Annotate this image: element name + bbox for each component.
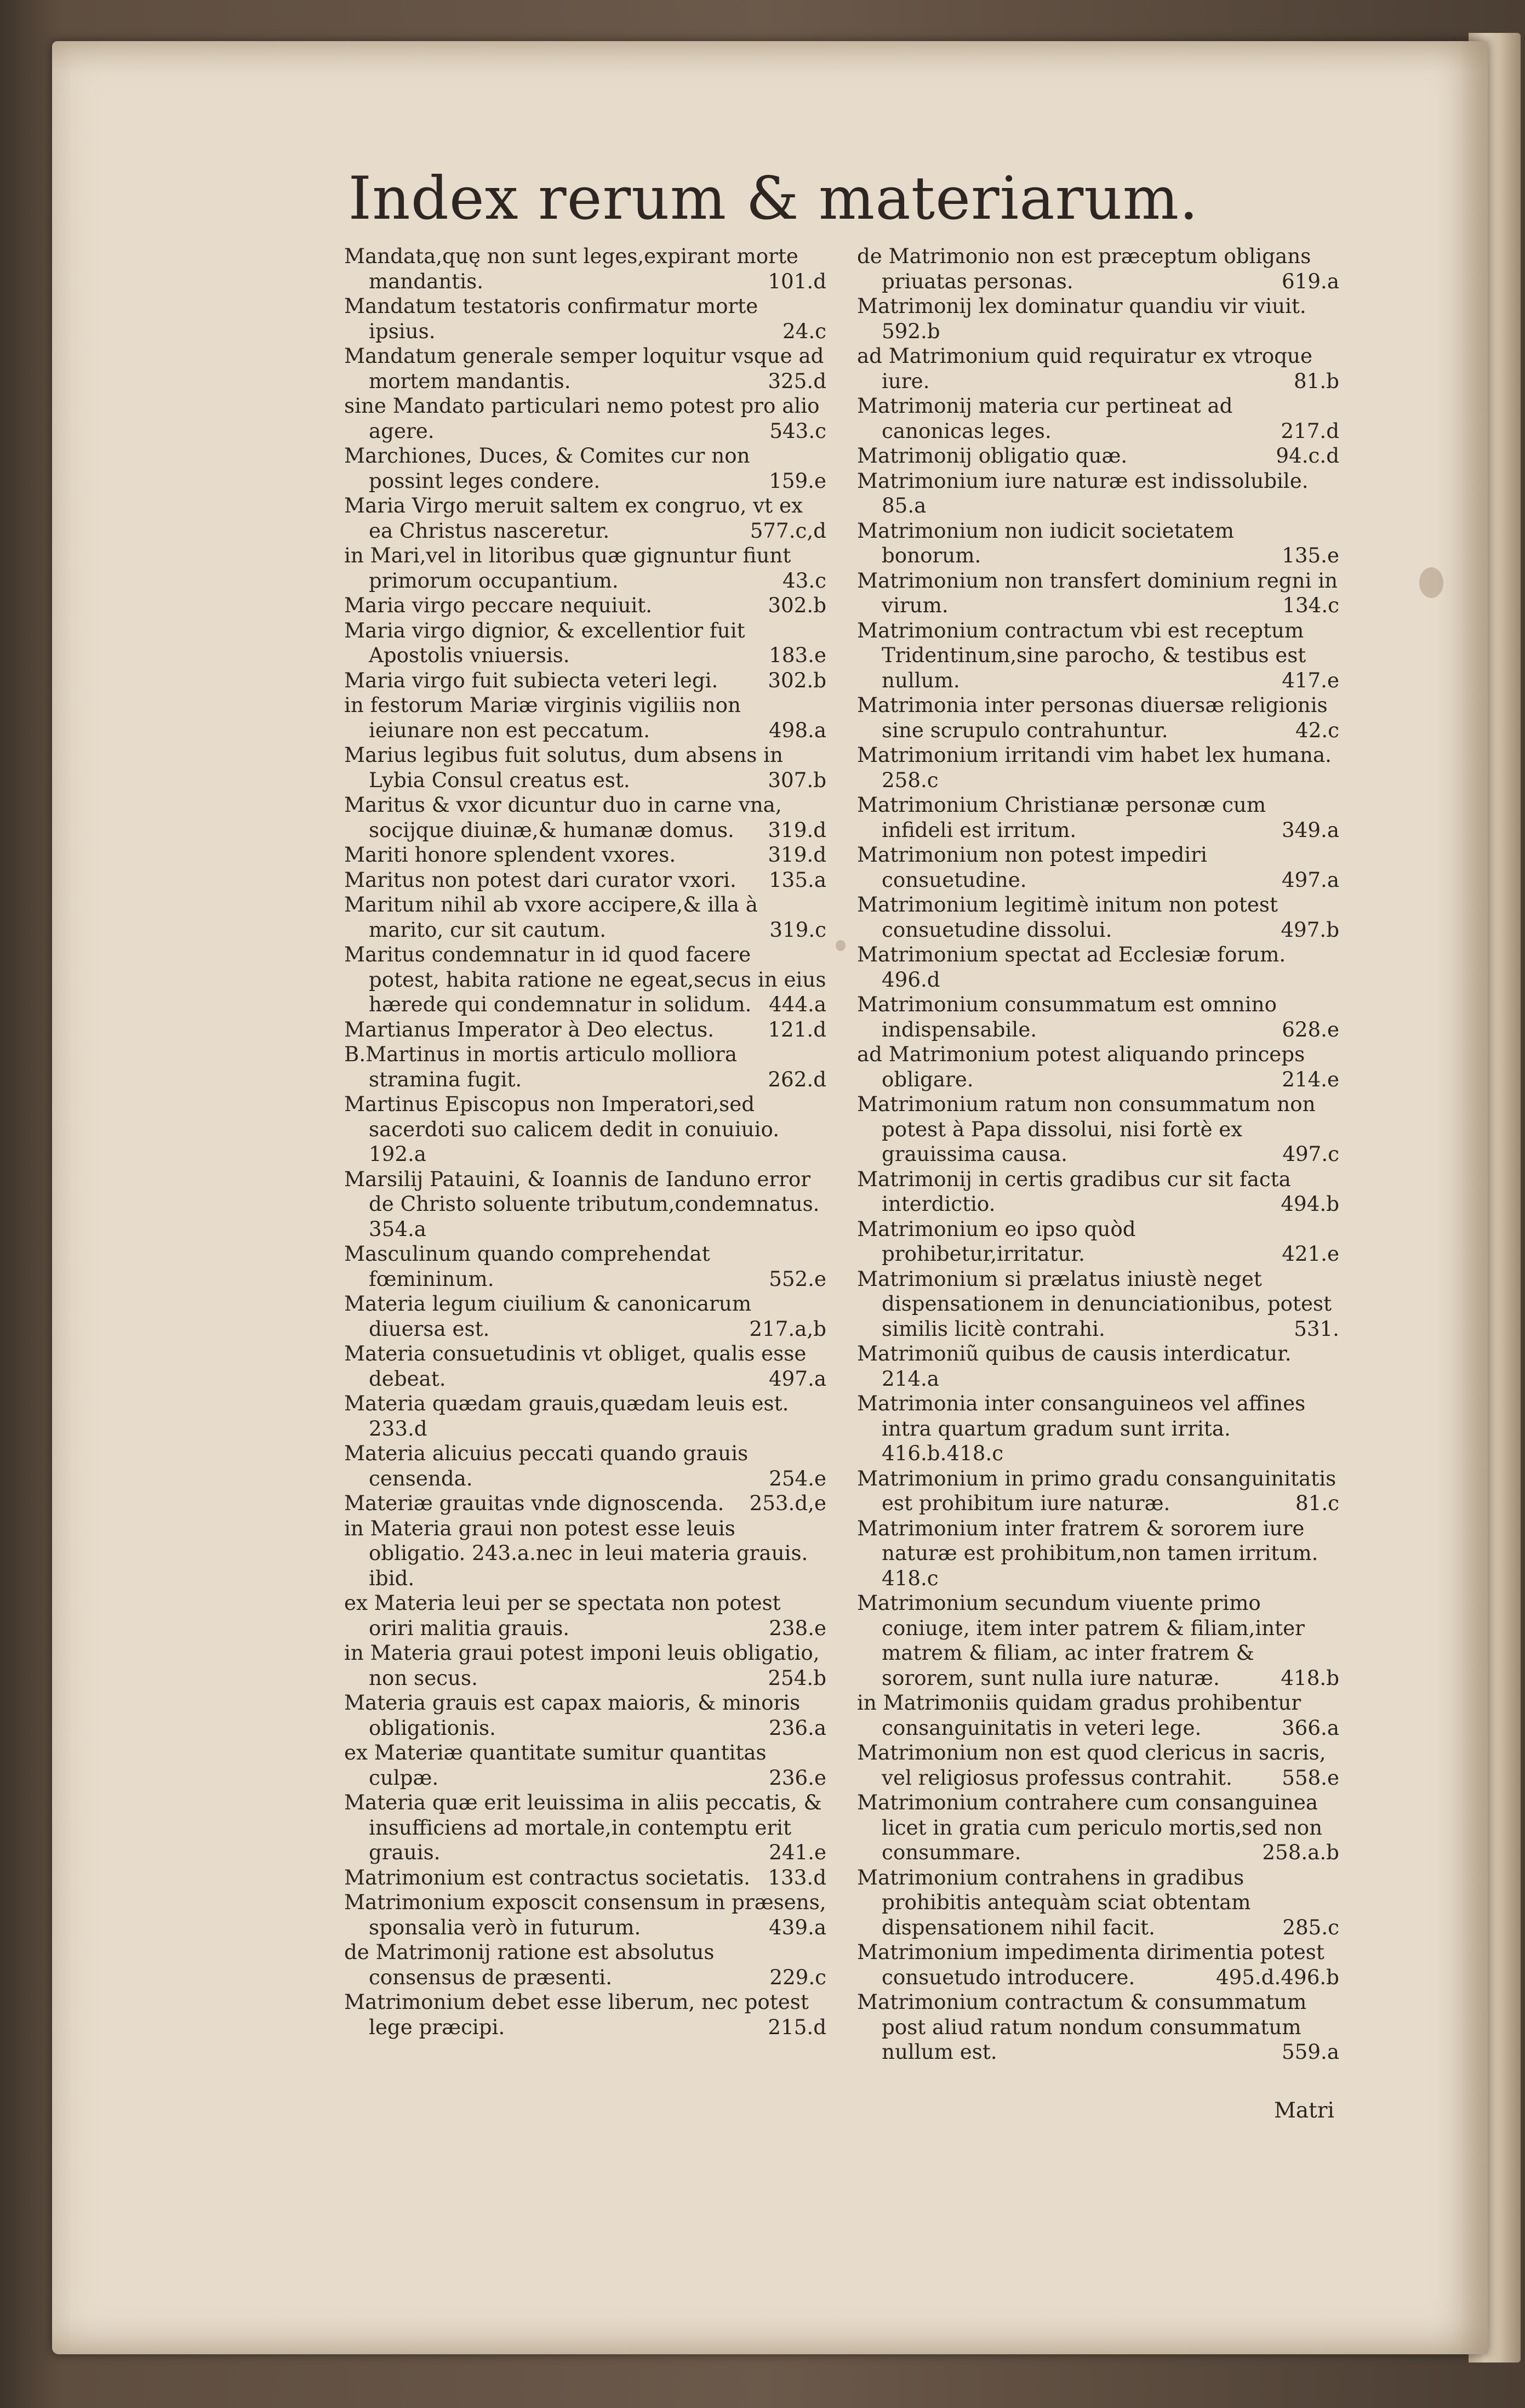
index-entry-reference: 236.a <box>769 1715 826 1740</box>
index-entry <box>857 892 1339 942</box>
index-entry-text: Marchiones, Duces, & Comites cur non possint leges condere. <box>344 443 750 493</box>
index-entry-text: Marius legibus fuit solutus, dum absens in Lybia Consul creatus est. <box>344 743 783 792</box>
index-entry-reference: 497.b <box>1281 917 1339 942</box>
index-entry <box>344 1690 826 1740</box>
index-entry-reference: 418.b <box>1281 1665 1339 1690</box>
index-entry-text: Matrimonium est contractus societatis. <box>344 1865 750 1889</box>
index-entry <box>857 842 1339 892</box>
index-entry <box>857 1865 1339 1940</box>
index-entry-reference: 258.c <box>882 767 939 792</box>
index-entry-reference: 81.b <box>1294 368 1339 393</box>
index-entry <box>344 1940 826 1990</box>
index-entry <box>344 1042 826 1092</box>
index-entry <box>857 443 1339 469</box>
index-entry-text: Matrimonium secundum viuente primo coniuge, item inter patrem & filiam,inter matrem & filiam, ac inter fratrem & sororem, sunt nulla iure naturæ. <box>857 1591 1305 1690</box>
index-entry-text: Matrimonium contrahens in gradibus prohibitis antequàm sciat obtentam dispensationem nihil facit. <box>857 1865 1251 1939</box>
index-entry-reference: 552.e <box>769 1266 826 1291</box>
index-entry-reference: 135.e <box>1282 543 1339 567</box>
index-entry-reference: 258.a.b <box>1262 1840 1339 1864</box>
index-entry-reference: 439.a <box>769 1915 826 1939</box>
index-entry <box>344 593 826 618</box>
index-entry-text: Maritum nihil ab vxore accipere,& illa à marito, cur sit cautum. <box>344 892 758 942</box>
index-column-left <box>344 244 826 2040</box>
index-entry-text: Matrimonium contrahere cum consanguinea licet in gratia cum periculo mortis,sed non consummare. <box>857 1790 1323 1864</box>
index-entry-reference: 354.a <box>369 1216 426 1241</box>
index-entry-reference: 319.c <box>769 917 826 942</box>
index-entry <box>857 1690 1339 1740</box>
index-entry-text: Matrimonium legitimè initum non potest consuetudine dissolui. <box>857 892 1278 942</box>
index-entry-text: Matrimonium in primo gradu consanguinitatis est prohibitum iure naturæ. <box>857 1466 1336 1515</box>
index-entry <box>857 568 1339 618</box>
index-entry-reference: 498.a <box>769 718 826 742</box>
index-entry <box>857 1940 1339 1990</box>
index-entry-reference: 192.a <box>369 1142 426 1166</box>
index-entry-reference: 133.d <box>768 1865 826 1889</box>
index-entry <box>857 519 1339 568</box>
index-entry-reference: 236.e <box>769 1765 826 1790</box>
index-entry-text: Maria virgo peccare nequiuit. <box>344 593 653 617</box>
index-entry-reference: 421.e <box>1282 1242 1339 1266</box>
index-entry-reference: 262.d <box>768 1067 826 1091</box>
index-entry <box>344 842 826 868</box>
index-entry-reference: 229.c <box>769 1965 826 1989</box>
index-entry-text: Materia grauis est capax maioris, & minoris obligationis. <box>344 1690 801 1740</box>
index-entry <box>857 1217 1339 1267</box>
index-entry-reference: 217.a,b <box>749 1316 826 1341</box>
index-entry-text: Materia consuetudinis vt obliget, qualis esse debeat. <box>344 1341 807 1391</box>
index-entry <box>344 1017 826 1043</box>
index-entry-text: Maritus non potest dari curator vxori. <box>344 867 736 892</box>
index-entry-text: Matrimonium iure naturæ est indissolubile. <box>857 468 1309 493</box>
index-entry-reference: 238.e <box>769 1615 826 1640</box>
index-entry <box>344 244 826 294</box>
index-entry <box>344 942 826 1017</box>
index-entry <box>857 1042 1339 1092</box>
index-entry <box>857 1092 1339 1167</box>
index-entry <box>857 1790 1339 1865</box>
index-entry <box>857 344 1339 394</box>
index-entry <box>344 443 826 493</box>
index-entry <box>857 394 1339 443</box>
paper-stain <box>836 940 846 951</box>
index-entry-text: Matrimoniũ quibus de causis interdicatur. <box>857 1341 1292 1365</box>
index-entry-text: Matrimonium Christianæ personæ cum infideli est irritum. <box>857 793 1266 842</box>
index-entry-reference: 497.a <box>1282 867 1339 892</box>
index-entry-reference: 217.d <box>1281 418 1339 443</box>
index-entry-text: Matrimonia inter consanguineos vel affines intra quartum gradum sunt irrita. <box>857 1391 1306 1441</box>
index-entry <box>344 1391 826 1441</box>
index-entry-text: B.Martinus in mortis articulo molliora stramina fugit. <box>344 1042 737 1091</box>
index-entry-reference: 81.c <box>1295 1491 1339 1515</box>
index-entry-reference: 577.c,d <box>750 518 826 543</box>
index-entry-reference: 559.a <box>1282 2040 1339 2064</box>
index-entry-reference: 241.e <box>769 1840 826 1864</box>
index-entry <box>344 1092 826 1167</box>
index-entry-reference: 285.c <box>1282 1915 1339 1939</box>
index-entry-text: Mandatum generale semper loquitur vsque ad mortem mandantis. <box>344 344 824 393</box>
index-entry-text: in Mari,vel in litoribus quæ gignuntur fiunt primorum occupantium. <box>344 543 791 593</box>
index-entry-text: Matrimonium contractum & consummatum post aliud ratum nondum consummatum nullum est. <box>857 1990 1307 2064</box>
index-entry <box>344 394 826 443</box>
index-entry <box>344 1242 826 1291</box>
index-entry-reference: 444.a <box>769 992 826 1016</box>
index-entry <box>857 1341 1339 1391</box>
index-column-right <box>857 244 1339 2065</box>
index-entry-reference: 325.d <box>768 368 826 393</box>
index-entry-text: Matrimonium spectat ad Ecclesiæ forum. <box>857 942 1286 966</box>
index-entry-reference: 416.b.418.c <box>882 1441 1004 1465</box>
index-entry-text: Mariti honore splendent vxores. <box>344 842 676 867</box>
index-entry-text: sine Mandato particulari nemo potest pro alio agere. <box>344 394 820 443</box>
index-entry-reference: 497.c <box>1282 1142 1339 1166</box>
index-entry-text: Matrimonij obligatio quæ. <box>857 443 1128 468</box>
index-entry-reference: 183.e <box>769 643 826 667</box>
index-entry-text: Materia quædam grauis,quædam leuis est. <box>344 1391 789 1415</box>
index-entry-reference: 253.d,e <box>749 1491 826 1515</box>
index-entry <box>344 668 826 693</box>
index-entry-reference: 496.d <box>882 967 940 992</box>
index-entry-text: Matrimonij lex dominatur quandiu vir viuit. <box>857 294 1306 318</box>
index-entry-text: Maritus & vxor dicuntur duo in carne vna, socijque diuinæ,& humanæ domus. <box>344 793 782 842</box>
index-entry-text: Maria Virgo meruit saltem ex congruo, vt ex ea Christus nasceretur. <box>344 493 803 543</box>
index-entry-text: Matrimonium non est quod clericus in sacris, vel religiosus professus contrahit. <box>857 1740 1326 1790</box>
index-entry <box>857 1990 1339 2065</box>
index-entry-text: ex Materia leui per se spectata non potest oriri malitia grauis. <box>344 1591 781 1640</box>
index-entry-text: ad Matrimonium potest aliquando princeps obligare. <box>857 1042 1305 1091</box>
index-entry-reference: 628.e <box>1282 1017 1339 1041</box>
index-entry-text: in Matrimoniis quidam gradus prohibentur consanguinitatis in veteri lege. <box>857 1690 1301 1740</box>
index-entry-reference: 418.c <box>882 1566 939 1590</box>
index-entry-text: Matrimonium impedimenta dirimentia potest consuetudo introducere. <box>857 1940 1324 1989</box>
index-entry <box>344 1890 826 1940</box>
index-entry <box>857 1466 1339 1516</box>
index-entry <box>344 743 826 793</box>
index-entry <box>857 1516 1339 1591</box>
index-entry-reference: 214.a <box>882 1366 939 1391</box>
index-entry-reference: 619.a <box>1282 269 1339 293</box>
index-entry <box>344 1591 826 1641</box>
index-entry-text: Materia alicuius peccati quando grauis censenda. <box>344 1441 749 1490</box>
index-entry-text: Matrimonij materia cur pertineat ad canonicas leges. <box>857 394 1233 443</box>
index-entry-reference: 214.e <box>1282 1067 1339 1091</box>
index-entry-reference: 121.d <box>768 1017 826 1041</box>
index-entry <box>857 1267 1339 1342</box>
index-entry <box>857 1391 1339 1466</box>
index-entry <box>344 294 826 344</box>
index-entry-text: in Materia graui potest imponi leuis obligatio, non secus. <box>344 1641 820 1690</box>
index-entry-text: Matrimonium exposcit consensum in præsens, sponsalia verò in futurum. <box>344 1890 826 1939</box>
index-entry-reference: 85.a <box>882 493 927 517</box>
index-entry-reference: 43.c <box>783 568 826 593</box>
index-entry <box>344 1516 826 1591</box>
index-entry-text: Mandata,quę non sunt leges,expirant morte mandantis. <box>344 244 798 293</box>
index-entry <box>344 618 826 668</box>
index-entry <box>344 1167 826 1242</box>
index-entry <box>344 1740 826 1790</box>
index-entry-reference: 319.d <box>768 842 826 867</box>
index-entry <box>857 469 1339 519</box>
index-entry-reference: 254.e <box>769 1466 826 1490</box>
index-entry-text: Matrimonia inter personas diuersæ religionis sine scrupulo contrahuntur. <box>857 693 1328 742</box>
index-entry <box>344 1341 826 1391</box>
index-entry-text: Maria virgo dignior, & excellentior fuit Apostolis vniuersis. <box>344 618 745 667</box>
index-entry-reference: 233.d <box>369 1416 427 1441</box>
index-entry-text: Matrimonium non transfert dominium regni in virum. <box>857 568 1338 617</box>
index-entry-text: in Materia graui non potest esse leuis obligatio. 243.a.nec in leui materia grauis. <box>344 1516 808 1565</box>
index-entry-reference: 302.b <box>768 668 826 692</box>
index-entry <box>344 344 826 394</box>
index-entry-reference: 302.b <box>768 593 826 617</box>
index-entry-text: Matrimonium ratum non consummatum non potest à Papa dissolui, nisi fortè ex grauissima causa. <box>857 1092 1316 1166</box>
index-entry <box>857 992 1339 1042</box>
index-entry-reference: 254.b <box>768 1665 826 1690</box>
index-entry <box>344 1291 826 1341</box>
index-entry <box>857 743 1339 793</box>
index-entry <box>344 868 826 893</box>
index-entry-text: Materia legum ciuilium & canonicarum diuersa est. <box>344 1291 752 1341</box>
index-entry-reference: 349.a <box>1282 817 1339 842</box>
index-entry <box>857 942 1339 992</box>
index-entry-text: Matrimonium inter fratrem & sororem iure naturæ est prohibitum,non tamen irritum. <box>857 1516 1318 1565</box>
index-entry <box>857 793 1339 842</box>
index-entry-reference: 42.c <box>1295 718 1339 742</box>
index-entry-text: ex Materiæ quantitate sumitur quantitas culpæ. <box>344 1740 767 1790</box>
index-entry-reference: 134.c <box>1282 593 1339 617</box>
index-entry-text: Martinus Episcopus non Imperatori,sed sacerdoti suo calicem dedit in conuiuio. <box>344 1092 780 1141</box>
index-entry-reference: 366.a <box>1282 1715 1339 1740</box>
index-entry-reference: 215.d <box>768 2014 826 2039</box>
index-entry-text: Materia quæ erit leuissima in aliis peccatis, & insufficiens ad mortale,in contemptu erit grauis. <box>344 1790 822 1864</box>
index-entry-text: Matrimonium consummatum est omnino indispensabile. <box>857 992 1277 1041</box>
index-entry <box>344 1641 826 1690</box>
index-entry-reference: 135.a <box>769 867 826 892</box>
index-entry-reference: ibid. <box>369 1566 415 1590</box>
index-entry-text: Matrimonium non iudicit societatem bonorum. <box>857 518 1235 567</box>
index-entry-text: Materiæ grauitas vnde dignoscenda. <box>344 1491 724 1515</box>
index-entry-reference: 24.c <box>783 318 826 343</box>
index-entry-text: Matrimonium irritandi vim habet lex humana. <box>857 743 1332 767</box>
index-entry-reference: 101.d <box>768 269 826 293</box>
index-entry-text: Maria virgo fuit subiecta veteri legi. <box>344 668 718 692</box>
index-entry-reference: 319.d <box>768 817 826 842</box>
index-entry-reference: 592.b <box>882 318 940 343</box>
index-entry <box>344 793 826 842</box>
index-entry-reference: 417.e <box>1282 668 1339 692</box>
index-entry <box>857 693 1339 743</box>
index-entry <box>344 1865 826 1891</box>
index-entry-text: de Matrimonij ratione est absolutus consensus de præsenti. <box>344 1940 715 1989</box>
index-entry <box>857 244 1339 294</box>
index-entry-text: de Matrimonio non est præceptum obligans priuatas personas. <box>857 244 1311 293</box>
index-entry <box>344 892 826 942</box>
index-entry-text: Matrimonij in certis gradibus cur sit facta interdictio. <box>857 1166 1291 1216</box>
index-entry-text: Matrimonium debet esse liberum, nec potest lege præcipi. <box>344 1990 809 2039</box>
index-entry-reference: 497.a <box>769 1366 826 1391</box>
index-entry <box>344 1990 826 2040</box>
index-entry <box>857 1591 1339 1690</box>
index-entry <box>344 1790 826 1865</box>
index-entry-text: in festorum Mariæ virginis vigiliis non ieiunare non est peccatum. <box>344 693 741 742</box>
index-entry-text: Martianus Imperator à Deo electus. <box>344 1017 715 1041</box>
index-entry-text: Maritus condemnatur in id quod facere potest, habita ratione ne egeat,secus in eius hærede qui condemnatur in solidum. <box>344 942 826 1016</box>
index-entry-reference: 307.b <box>768 767 826 792</box>
index-entry-text: Mandatum testatoris confirmatur morte ipsius. <box>344 294 758 343</box>
index-entry-text: Matrimonium si prælatus iniustè neget dispensationem in denunciationibus, potest similis licitè contrahi. <box>857 1266 1332 1341</box>
paper-stain <box>1419 567 1443 598</box>
index-entry-reference: 159.e <box>769 468 826 493</box>
index-entry <box>344 693 826 743</box>
index-entry <box>857 618 1339 693</box>
index-entry <box>344 1491 826 1516</box>
index-entry <box>857 1740 1339 1790</box>
index-entry-text: Marsilij Patauini, & Ioannis de Ianduno error de Christo soluente tributum,condemnatus. <box>344 1166 820 1216</box>
index-entry <box>857 294 1339 344</box>
index-entry-text: Matrimonium contractum vbi est receptum Tridentinum,sine parocho, & testibus est nullum. <box>857 618 1306 692</box>
index-entry <box>344 543 826 593</box>
page-title: Index rerum & materiarum. <box>348 164 1199 233</box>
index-entry-reference: 543.c <box>769 418 826 443</box>
index-entry-reference: 558.e <box>1282 1765 1339 1790</box>
index-entry-text: Matrimonium eo ipso quòd prohibetur,irritatur. <box>857 1216 1136 1266</box>
index-entry <box>857 1167 1339 1217</box>
index-entry <box>344 1441 826 1491</box>
index-entry-text: Masculinum quando comprehendat fœmininum. <box>344 1242 710 1291</box>
index-entry-reference: 494.b <box>1281 1192 1339 1216</box>
index-entry-reference: 531. <box>1294 1316 1339 1341</box>
index-entry-text: ad Matrimonium quid requiratur ex vtroque iure. <box>857 344 1313 393</box>
index-entry-text: Matrimonium non potest impediri consuetudine. <box>857 842 1207 892</box>
index-entry <box>344 493 826 543</box>
catchword: Matri <box>1274 2098 1334 2123</box>
index-entry-reference: 495.d.496.b <box>1215 1965 1339 1989</box>
index-entry-reference: 94.c.d <box>1276 443 1339 468</box>
